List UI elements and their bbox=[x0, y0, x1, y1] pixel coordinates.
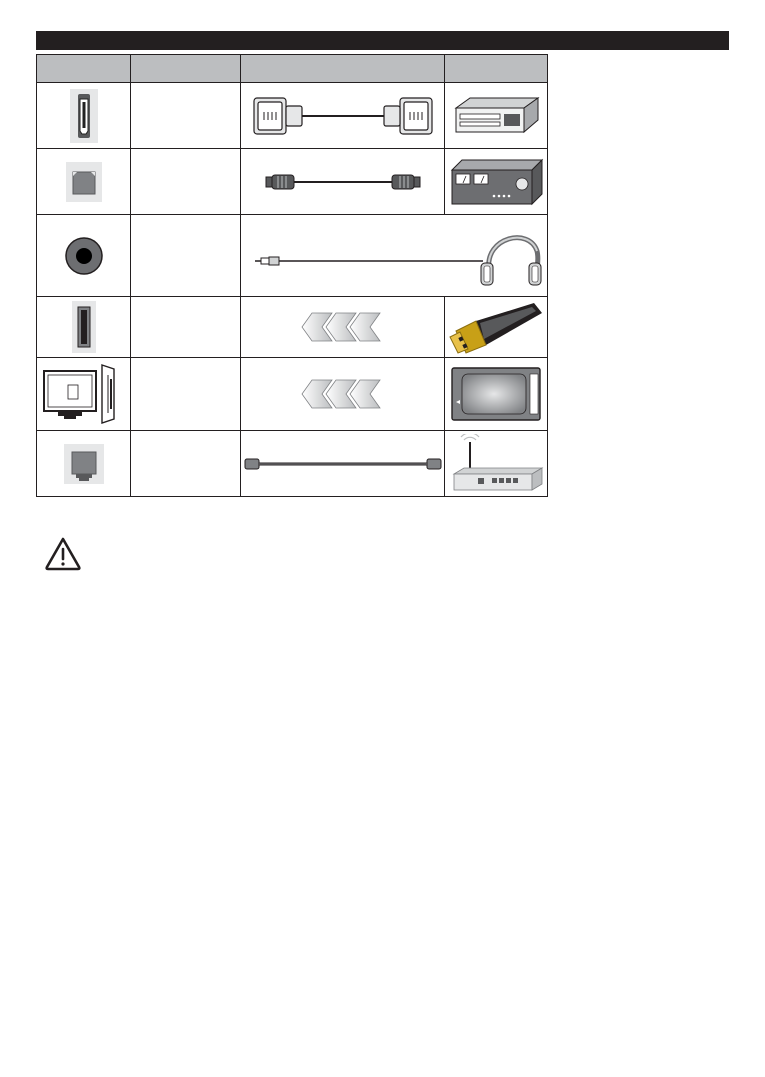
table-row bbox=[37, 297, 548, 358]
headphone-jack-icon bbox=[62, 234, 106, 278]
table-header-row bbox=[37, 55, 548, 83]
type-label-cell bbox=[131, 431, 241, 497]
dvd-player-icon bbox=[448, 88, 544, 144]
cable-cell bbox=[241, 83, 445, 149]
ci-slot-tv-icon bbox=[42, 363, 126, 425]
port-cell bbox=[37, 358, 131, 431]
port-cell bbox=[37, 215, 131, 297]
cable-cell bbox=[241, 358, 445, 431]
connections-table bbox=[36, 54, 548, 497]
device-cell bbox=[445, 83, 548, 149]
warning-triangle-icon bbox=[44, 536, 82, 572]
port-cell bbox=[37, 297, 131, 358]
table-row bbox=[37, 358, 548, 431]
type-label-cell bbox=[131, 149, 241, 215]
optical-port-icon bbox=[64, 160, 104, 204]
type-label-cell bbox=[131, 358, 241, 431]
headphone-cable-icon bbox=[253, 223, 553, 289]
header-type bbox=[131, 55, 241, 83]
section-header-bar bbox=[36, 31, 729, 50]
type-label-cell bbox=[131, 83, 241, 149]
cable-cell bbox=[241, 297, 445, 358]
insert-arrows-icon bbox=[298, 378, 388, 410]
insert-arrows-icon bbox=[298, 311, 388, 343]
cable-cell bbox=[241, 431, 445, 497]
table-row bbox=[37, 431, 548, 497]
port-cell bbox=[37, 149, 131, 215]
usb-port-icon bbox=[69, 299, 99, 355]
device-cell bbox=[445, 431, 548, 497]
ci-module-icon bbox=[448, 364, 544, 424]
table-row bbox=[37, 215, 548, 297]
cable-cell bbox=[241, 215, 548, 297]
table-row bbox=[37, 83, 548, 149]
header-cables bbox=[241, 55, 445, 83]
type-label-cell bbox=[131, 215, 241, 297]
table-row bbox=[37, 149, 548, 215]
audio-amplifier-icon bbox=[448, 154, 544, 210]
header-connector bbox=[37, 55, 131, 83]
header-device bbox=[445, 55, 548, 83]
type-label-cell bbox=[131, 297, 241, 358]
ethernet-port-icon bbox=[62, 442, 106, 486]
device-cell bbox=[445, 149, 548, 215]
hdmi-port-icon bbox=[64, 87, 104, 145]
wifi-router-icon bbox=[448, 434, 544, 494]
optical-cable-icon bbox=[248, 162, 438, 202]
port-cell bbox=[37, 431, 131, 497]
port-cell bbox=[37, 83, 131, 149]
usb-stick-icon bbox=[446, 299, 546, 355]
headphones-icon bbox=[481, 237, 541, 284]
ethernet-cable-icon bbox=[243, 454, 443, 474]
hdmi-cable-icon bbox=[248, 88, 438, 144]
cable-cell bbox=[241, 149, 445, 215]
device-cell bbox=[445, 358, 548, 431]
device-cell bbox=[445, 297, 548, 358]
